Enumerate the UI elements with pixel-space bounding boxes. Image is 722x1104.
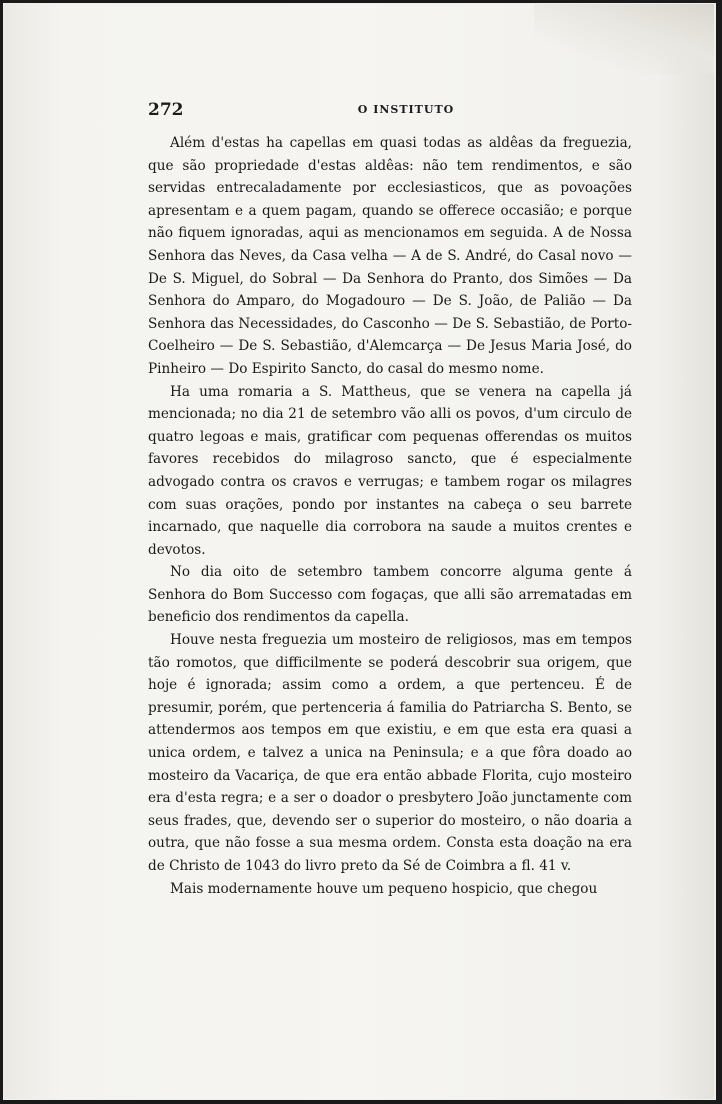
running-head <box>148 100 630 122</box>
paragraph-pilgrimage: Ha uma romaria a S. Mattheus, que se venera na capella já mencionada; no dia 21 de setembro vão alli os povos, d'um circulo de quatro legoas e mais, gratificar com pequenas offerendas os muitos favores recebidos do milagroso sancto, que é especialmente advogado contra os cravos e verrugas; e tambem rogar os milagres com suas orações, pondo por instantes na cabeça o seu barrete incarnado, que naquelle dia corrobora na saude a muitos crentes e devotos. <box>148 383 632 558</box>
journal-title: O INSTITUTO <box>357 103 455 116</box>
page-number: 272 <box>148 100 184 120</box>
page-corner-shadow <box>534 4 714 74</box>
body-text <box>148 132 632 900</box>
paragraph-chapels: Além d'estas ha capellas em quasi todas as aldêas da freguezia, que são propriedade d'estas aldêas: não tem rendimentos, e são servidas entrecaladamente por ecclesiasticos, que as povoações apresentam e a quem pagam, quando se offerece occasião; e porque não fiquem ignoradas, aqui as mencionamos em seguida. A de Nossa Senhora das Neves, da Casa velha — A de S. André, do Casal novo — De S. Miguel, do Sobral — Da Senhora do Pranto, dos Simões — Da Senhora do Amparo, do Mogadouro — De S. João, de Palião — Da Senhora das Necessidades, do Casconho — De S. Sebastião, de Porto-Coelheiro — De S. Sebastião, d'Alemcarça — De Jesus Maria José, do Pinheiro — Do Espirito Sancto, do casal do mesmo nome. <box>148 135 632 377</box>
paragraph-monastery: Houve nesta freguezia um mosteiro de religiosos, mas em tempos tão romotos, que difficilmente se poderá descobrir sua origem, que hoje é ignorada; assim como a ordem, a que pertenceu. É de presumir, porém, que pertenceria á familia do Patriarcha S. Bento, se attendermos aos tempos em que existiu, e em que esta era quasi a unica ordem, e talvez a unica na Peninsula; e a que fôra doado ao mosteiro da Vacariça, de que era então abbade Florita, cujo mosteiro era d'esta regra; e a ser o doador o presbytero João junctamente com seus frades, que, devendo ser o superior do mosteiro, o não doaria a outra, que não fosse a sua mesma ordem. Consta esta doação na era de Christo de 1043 do livro preto da Sé de Coimbra a fl. 41 v. <box>148 632 632 874</box>
paragraph-hospice: Mais modernamente houve um pequeno hospicio, que chegou <box>170 880 598 897</box>
book-page <box>4 4 714 1099</box>
paragraph-bom-successo: No dia oito de setembro tambem concorre alguma gente á Senhora do Bom Successo com fogaças, que alli são arrematadas em beneficio dos rendimentos da capella. <box>148 564 632 626</box>
